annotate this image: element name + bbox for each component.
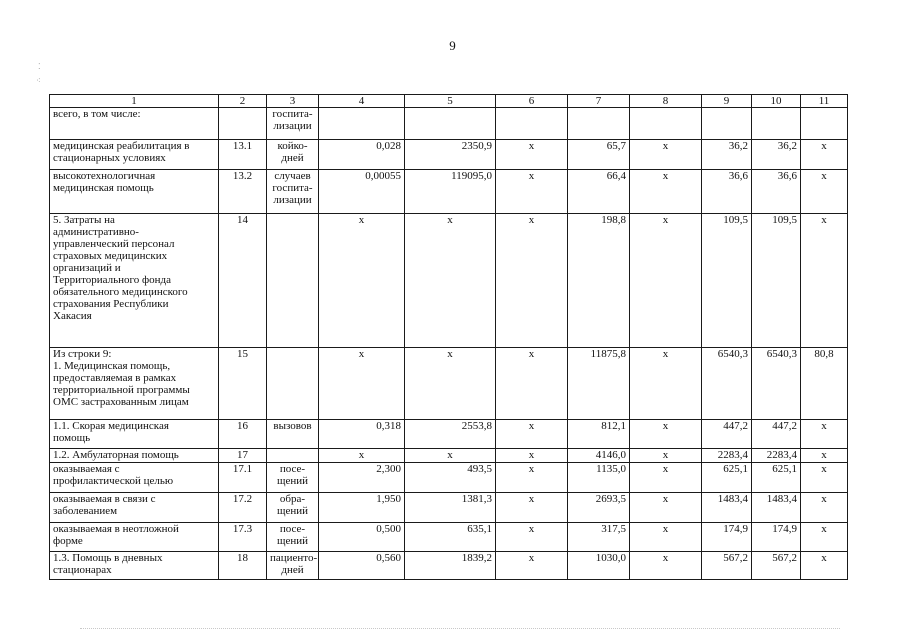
cell-col7: 198,8 xyxy=(568,214,630,348)
cell-col8: х xyxy=(630,214,702,348)
cell-col10: 109,5 xyxy=(752,214,801,348)
table-body xyxy=(50,108,848,580)
row-unit: посе- щений xyxy=(267,523,319,552)
cell-col10: 36,2 xyxy=(752,140,801,170)
cell-col5: х xyxy=(405,449,496,463)
cell-col7: 4146,0 xyxy=(568,449,630,463)
cell-col11: х xyxy=(801,214,848,348)
cell-col4: 0,500 xyxy=(319,523,405,552)
row-name: высокотехнологичная медицинская помощь xyxy=(50,170,219,214)
cell-col9: 1483,4 xyxy=(702,493,752,523)
row-name: всего, в том числе: xyxy=(50,108,219,140)
table-row xyxy=(50,552,848,580)
cell-col5: х xyxy=(405,348,496,420)
cell-col5: 1381,3 xyxy=(405,493,496,523)
cell-col6: х xyxy=(496,140,568,170)
row-name: 1.3. Помощь в дневных стационарах xyxy=(50,552,219,580)
cell-col8: х xyxy=(630,552,702,580)
cell-col11: х xyxy=(801,170,848,214)
cell-col6: х xyxy=(496,493,568,523)
cell-col10: 36,6 xyxy=(752,170,801,214)
cell-col7: 1135,0 xyxy=(568,463,630,493)
cell-col9: 447,2 xyxy=(702,420,752,449)
column-number-10: 10 xyxy=(752,95,801,108)
cell-col10: 1483,4 xyxy=(752,493,801,523)
row-unit: случаев госпита- лизации xyxy=(267,170,319,214)
cell-col10 xyxy=(752,108,801,140)
cell-col6: х xyxy=(496,463,568,493)
row-line-number: 15 xyxy=(219,348,267,420)
cell-col10: 567,2 xyxy=(752,552,801,580)
cell-col6 xyxy=(496,108,568,140)
column-number-11: 11 xyxy=(801,95,848,108)
cell-col9: 36,6 xyxy=(702,170,752,214)
cell-col11 xyxy=(801,108,848,140)
cell-col11: х xyxy=(801,449,848,463)
cell-col7: 812,1 xyxy=(568,420,630,449)
row-unit xyxy=(267,449,319,463)
cell-col6: х xyxy=(496,170,568,214)
row-unit: обра- щений xyxy=(267,493,319,523)
row-line-number: 17.1 xyxy=(219,463,267,493)
cell-col9: 625,1 xyxy=(702,463,752,493)
row-line-number: 13.2 xyxy=(219,170,267,214)
cell-col4: х xyxy=(319,449,405,463)
cell-col4: х xyxy=(319,348,405,420)
cell-col8: х xyxy=(630,523,702,552)
cell-col6: х xyxy=(496,420,568,449)
cell-col11: 80,8 xyxy=(801,348,848,420)
cell-col9: 174,9 xyxy=(702,523,752,552)
row-line-number: 17.3 xyxy=(219,523,267,552)
scan-artifact-dots xyxy=(80,628,840,633)
row-line-number: 17.2 xyxy=(219,493,267,523)
row-line-number: 16 xyxy=(219,420,267,449)
row-line-number: 18 xyxy=(219,552,267,580)
cell-col5: 493,5 xyxy=(405,463,496,493)
row-name: 5. Затраты на административно- управленческий персонал страховых медицинских организаций и Территориального фонда обязательного медицинского страхования Республики Хакасия xyxy=(50,214,219,348)
column-number-6: 6 xyxy=(496,95,568,108)
column-number-9: 9 xyxy=(702,95,752,108)
cell-col4: 2,300 xyxy=(319,463,405,493)
cell-col9: 6540,3 xyxy=(702,348,752,420)
table-row xyxy=(50,420,848,449)
cell-col5: х xyxy=(405,214,496,348)
cell-col4: 1,950 xyxy=(319,493,405,523)
table-row xyxy=(50,523,848,552)
cell-col11: х xyxy=(801,463,848,493)
row-unit: пациенто- дней xyxy=(267,552,319,580)
row-name: оказываемая в неотложной форме xyxy=(50,523,219,552)
row-name: оказываемая с профилактической целью xyxy=(50,463,219,493)
column-number-4: 4 xyxy=(319,95,405,108)
cell-col9: 109,5 xyxy=(702,214,752,348)
cell-col8: х xyxy=(630,463,702,493)
cell-col8 xyxy=(630,108,702,140)
data-table xyxy=(49,94,848,580)
cell-col9 xyxy=(702,108,752,140)
cell-col4: 0,00055 xyxy=(319,170,405,214)
cell-col4: 0,028 xyxy=(319,140,405,170)
cell-col6: х xyxy=(496,449,568,463)
cell-col5: 1839,2 xyxy=(405,552,496,580)
column-number-5: 5 xyxy=(405,95,496,108)
table-row xyxy=(50,140,848,170)
cell-col9: 2283,4 xyxy=(702,449,752,463)
column-number-7: 7 xyxy=(568,95,630,108)
cell-col4 xyxy=(319,108,405,140)
cell-col5: 2350,9 xyxy=(405,140,496,170)
column-number-header xyxy=(50,95,848,108)
cell-col7 xyxy=(568,108,630,140)
row-unit: посе- щений xyxy=(267,463,319,493)
table-row xyxy=(50,493,848,523)
row-name: 1.1. Скорая медицинская помощь xyxy=(50,420,219,449)
cell-col9: 36,2 xyxy=(702,140,752,170)
cell-col7: 1030,0 xyxy=(568,552,630,580)
row-name: Из строки 9: 1. Медицинская помощь, предоставляемая в рамках территориальной программы ОМС застрахованным лицам xyxy=(50,348,219,420)
cell-col8: х xyxy=(630,170,702,214)
cell-col10: 2283,4 xyxy=(752,449,801,463)
row-name: 1.2. Амбулаторная помощь xyxy=(50,449,219,463)
row-unit xyxy=(267,348,319,420)
cell-col9: 567,2 xyxy=(702,552,752,580)
column-number-2: 2 xyxy=(219,95,267,108)
row-unit: госпита- лизации xyxy=(267,108,319,140)
cell-col5: 2553,8 xyxy=(405,420,496,449)
cell-col5 xyxy=(405,108,496,140)
cell-col6: х xyxy=(496,523,568,552)
row-line-number: 17 xyxy=(219,449,267,463)
cell-col7: 2693,5 xyxy=(568,493,630,523)
cell-col10: 625,1 xyxy=(752,463,801,493)
cell-col8: х xyxy=(630,493,702,523)
row-name: оказываемая в связи с заболеванием xyxy=(50,493,219,523)
scan-artifact-mark: ⁖ xyxy=(36,76,41,85)
cell-col11: х xyxy=(801,523,848,552)
cell-col6: х xyxy=(496,214,568,348)
cell-col10: 6540,3 xyxy=(752,348,801,420)
table-row xyxy=(50,108,848,140)
row-line-number: 14 xyxy=(219,214,267,348)
row-unit: койко- дней xyxy=(267,140,319,170)
cell-col8: х xyxy=(630,348,702,420)
cell-col8: х xyxy=(630,449,702,463)
cell-col7: 317,5 xyxy=(568,523,630,552)
cell-col5: 635,1 xyxy=(405,523,496,552)
row-line-number: 13.1 xyxy=(219,140,267,170)
cell-col11: х xyxy=(801,493,848,523)
cell-col8: х xyxy=(630,140,702,170)
cell-col8: х xyxy=(630,420,702,449)
row-unit xyxy=(267,214,319,348)
page-number: 9 xyxy=(449,38,456,53)
row-name: медицинская реабилитация в стационарных условиях xyxy=(50,140,219,170)
cell-col6: х xyxy=(496,348,568,420)
scan-artifact-mark: ⁚ xyxy=(38,62,41,71)
table-row xyxy=(50,348,848,420)
cell-col10: 447,2 xyxy=(752,420,801,449)
cell-col11: х xyxy=(801,420,848,449)
table-row xyxy=(50,214,848,348)
row-line-number xyxy=(219,108,267,140)
column-number-8: 8 xyxy=(630,95,702,108)
cell-col4: 0,560 xyxy=(319,552,405,580)
table-row xyxy=(50,463,848,493)
cell-col7: 65,7 xyxy=(568,140,630,170)
table-row xyxy=(50,170,848,214)
cell-col7: 11875,8 xyxy=(568,348,630,420)
cell-col7: 66,4 xyxy=(568,170,630,214)
cell-col6: х xyxy=(496,552,568,580)
cell-col4: х xyxy=(319,214,405,348)
column-number-1: 1 xyxy=(50,95,219,108)
cell-col11: х xyxy=(801,140,848,170)
cell-col5: 119095,0 xyxy=(405,170,496,214)
cell-col11: х xyxy=(801,552,848,580)
cell-col10: 174,9 xyxy=(752,523,801,552)
table-row xyxy=(50,449,848,463)
cell-col4: 0,318 xyxy=(319,420,405,449)
column-number-3: 3 xyxy=(267,95,319,108)
row-unit: вызовов xyxy=(267,420,319,449)
